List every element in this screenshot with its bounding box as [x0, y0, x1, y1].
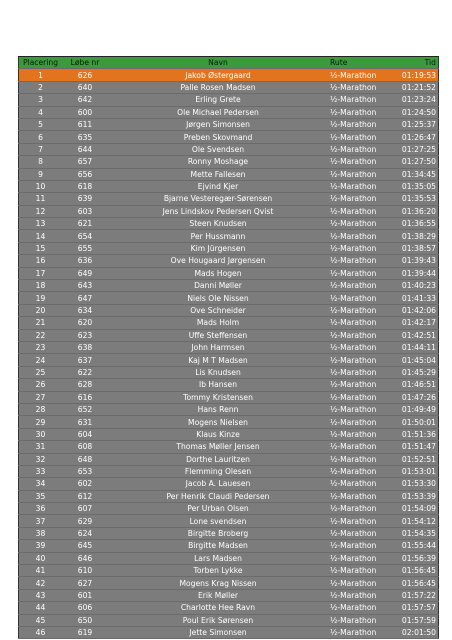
- loebe-nr-cell: 620: [62, 317, 108, 329]
- navn-cell: Erik Møller: [108, 589, 328, 601]
- placering-cell: 43: [19, 589, 63, 601]
- column-header-tid: Tid: [384, 57, 439, 69]
- rute-cell: ½-Marathon: [328, 552, 384, 564]
- tid-cell: 01:26:47: [384, 131, 439, 143]
- table-row: [19, 428, 439, 440]
- table-row: [19, 81, 439, 93]
- table-row: [19, 441, 439, 453]
- navn-cell: Jørgen Simonsen: [108, 118, 328, 130]
- loebe-nr-cell: 650: [62, 614, 108, 626]
- loebe-nr-cell: 652: [62, 403, 108, 415]
- navn-cell: Erling Grete: [108, 94, 328, 106]
- table-row: [19, 403, 439, 415]
- rute-cell: ½-Marathon: [328, 602, 384, 614]
- tid-cell: 01:44:11: [384, 341, 439, 353]
- table-row: [19, 242, 439, 254]
- placering-cell: 27: [19, 391, 63, 403]
- navn-cell: Kaj M T Madsen: [108, 354, 328, 366]
- rute-cell: ½-Marathon: [328, 118, 384, 130]
- header-row: [19, 57, 439, 69]
- tid-cell: 01:56:45: [384, 577, 439, 589]
- placering-cell: 25: [19, 366, 63, 378]
- loebe-nr-cell: 611: [62, 118, 108, 130]
- placering-cell: 28: [19, 403, 63, 415]
- placering-cell: 9: [19, 168, 63, 180]
- tid-cell: 01:42:51: [384, 329, 439, 341]
- table-row: [19, 391, 439, 403]
- placering-cell: 46: [19, 626, 63, 638]
- placering-cell: 11: [19, 193, 63, 205]
- rute-cell: ½-Marathon: [328, 416, 384, 428]
- loebe-nr-cell: 639: [62, 193, 108, 205]
- navn-cell: Ronny Moshage: [108, 156, 328, 168]
- table-row: [19, 626, 439, 638]
- placering-cell: 45: [19, 614, 63, 626]
- navn-cell: Ove Hougaard Jørgensen: [108, 255, 328, 267]
- table-row: [19, 230, 439, 242]
- table-row: [19, 490, 439, 502]
- navn-cell: Uffe Steffensen: [108, 329, 328, 341]
- loebe-nr-cell: 646: [62, 552, 108, 564]
- loebe-nr-cell: 647: [62, 292, 108, 304]
- rute-cell: ½-Marathon: [328, 391, 384, 403]
- navn-cell: Dorthe Lauritzen: [108, 453, 328, 465]
- placering-cell: 36: [19, 503, 63, 515]
- loebe-nr-cell: 636: [62, 255, 108, 267]
- tid-cell: 01:54:35: [384, 527, 439, 539]
- placering-cell: 24: [19, 354, 63, 366]
- tid-cell: 01:24:50: [384, 106, 439, 118]
- placering-cell: 3: [19, 94, 63, 106]
- table-row: [19, 69, 439, 81]
- placering-cell: 14: [19, 230, 63, 242]
- tid-cell: 01:55:44: [384, 540, 439, 552]
- rute-cell: ½-Marathon: [328, 81, 384, 93]
- rute-cell: ½-Marathon: [328, 267, 384, 279]
- placering-cell: 10: [19, 180, 63, 192]
- rute-cell: ½-Marathon: [328, 255, 384, 267]
- tid-cell: 01:21:52: [384, 81, 439, 93]
- table-row: [19, 379, 439, 391]
- placering-cell: 1: [19, 69, 63, 81]
- tid-cell: 01:27:50: [384, 156, 439, 168]
- tid-cell: 01:23:24: [384, 94, 439, 106]
- tid-cell: 01:36:20: [384, 205, 439, 217]
- rute-cell: ½-Marathon: [328, 304, 384, 316]
- rute-cell: ½-Marathon: [328, 317, 384, 329]
- loebe-nr-cell: 648: [62, 453, 108, 465]
- table-row: [19, 416, 439, 428]
- column-header-navn: Navn: [108, 57, 328, 69]
- table-row: [19, 366, 439, 378]
- loebe-nr-cell: 616: [62, 391, 108, 403]
- loebe-nr-cell: 603: [62, 205, 108, 217]
- table-row: [19, 515, 439, 527]
- placering-cell: 21: [19, 317, 63, 329]
- rute-cell: ½-Marathon: [328, 230, 384, 242]
- placering-cell: 16: [19, 255, 63, 267]
- loebe-nr-cell: 628: [62, 379, 108, 391]
- rute-cell: ½-Marathon: [328, 69, 384, 81]
- rute-cell: ½-Marathon: [328, 366, 384, 378]
- tid-cell: 01:36:55: [384, 218, 439, 230]
- tid-cell: 01:56:45: [384, 565, 439, 577]
- tid-cell: 01:39:43: [384, 255, 439, 267]
- tid-cell: 01:53:30: [384, 478, 439, 490]
- navn-cell: Hans Renn: [108, 403, 328, 415]
- tid-cell: 01:54:12: [384, 515, 439, 527]
- navn-cell: Per Urban Olsen: [108, 503, 328, 515]
- table-row: [19, 453, 439, 465]
- placering-cell: 40: [19, 552, 63, 564]
- navn-cell: Palle Rosen Madsen: [108, 81, 328, 93]
- table-row: [19, 255, 439, 267]
- placering-cell: 35: [19, 490, 63, 502]
- placering-cell: 7: [19, 143, 63, 155]
- tid-cell: 01:38:29: [384, 230, 439, 242]
- placering-cell: 5: [19, 118, 63, 130]
- loebe-nr-cell: 638: [62, 341, 108, 353]
- placering-cell: 22: [19, 329, 63, 341]
- rute-cell: ½-Marathon: [328, 329, 384, 341]
- placering-cell: 44: [19, 602, 63, 614]
- loebe-nr-cell: 631: [62, 416, 108, 428]
- navn-cell: Thomas Møller Jensen: [108, 441, 328, 453]
- tid-cell: 01:51:47: [384, 441, 439, 453]
- navn-cell: Charlotte Hee Ravn: [108, 602, 328, 614]
- loebe-nr-cell: 602: [62, 478, 108, 490]
- navn-cell: Birgitte Broberg: [108, 527, 328, 539]
- loebe-nr-cell: 626: [62, 69, 108, 81]
- navn-cell: Torben Lykke: [108, 565, 328, 577]
- navn-cell: Klaus Kinze: [108, 428, 328, 440]
- placering-cell: 33: [19, 465, 63, 477]
- rute-cell: ½-Marathon: [328, 292, 384, 304]
- loebe-nr-cell: 624: [62, 527, 108, 539]
- tid-cell: 01:53:39: [384, 490, 439, 502]
- tid-cell: 01:57:22: [384, 589, 439, 601]
- navn-cell: Ib Hansen: [108, 379, 328, 391]
- tid-cell: 01:42:17: [384, 317, 439, 329]
- tid-cell: 01:34:45: [384, 168, 439, 180]
- table-row: [19, 180, 439, 192]
- loebe-nr-cell: 604: [62, 428, 108, 440]
- table-row: [19, 143, 439, 155]
- navn-cell: Ole Svendsen: [108, 143, 328, 155]
- loebe-nr-cell: 657: [62, 156, 108, 168]
- placering-cell: 34: [19, 478, 63, 490]
- rute-cell: ½-Marathon: [328, 131, 384, 143]
- tid-cell: 01:41:33: [384, 292, 439, 304]
- table-row: [19, 341, 439, 353]
- tid-cell: 01:45:04: [384, 354, 439, 366]
- rute-cell: ½-Marathon: [328, 280, 384, 292]
- loebe-nr-cell: 601: [62, 589, 108, 601]
- placering-cell: 30: [19, 428, 63, 440]
- navn-cell: Mads Holm: [108, 317, 328, 329]
- tid-cell: 01:56:39: [384, 552, 439, 564]
- table-row: [19, 317, 439, 329]
- navn-cell: Kim Jürgensen: [108, 242, 328, 254]
- navn-cell: Mette Fallesen: [108, 168, 328, 180]
- loebe-nr-cell: 653: [62, 465, 108, 477]
- rute-cell: ½-Marathon: [328, 478, 384, 490]
- placering-cell: 20: [19, 304, 63, 316]
- navn-cell: Jette Simonsen: [108, 626, 328, 638]
- placering-cell: 39: [19, 540, 63, 552]
- navn-cell: Jakob Østergaard: [108, 69, 328, 81]
- placering-cell: 2: [19, 81, 63, 93]
- navn-cell: Mogens Krag Nissen: [108, 577, 328, 589]
- table-row: [19, 106, 439, 118]
- tid-cell: 01:39:44: [384, 267, 439, 279]
- tid-cell: 01:35:05: [384, 180, 439, 192]
- loebe-nr-cell: 634: [62, 304, 108, 316]
- table-row: [19, 577, 439, 589]
- placering-cell: 4: [19, 106, 63, 118]
- table-row: [19, 552, 439, 564]
- tid-cell: 01:47:26: [384, 391, 439, 403]
- rute-cell: ½-Marathon: [328, 242, 384, 254]
- rute-cell: ½-Marathon: [328, 589, 384, 601]
- tid-cell: 01:40:23: [384, 280, 439, 292]
- navn-cell: Jens Lindskov Pedersen Qvist: [108, 205, 328, 217]
- table-row: [19, 465, 439, 477]
- tid-cell: 01:38:57: [384, 242, 439, 254]
- rute-cell: ½-Marathon: [328, 577, 384, 589]
- rute-cell: ½-Marathon: [328, 503, 384, 515]
- table-row: [19, 218, 439, 230]
- rute-cell: ½-Marathon: [328, 428, 384, 440]
- table-row: [19, 589, 439, 601]
- rute-cell: ½-Marathon: [328, 626, 384, 638]
- rute-cell: ½-Marathon: [328, 106, 384, 118]
- table-row: [19, 94, 439, 106]
- tid-cell: 01:57:59: [384, 614, 439, 626]
- placering-cell: 42: [19, 577, 63, 589]
- navn-cell: Preben Skovmand: [108, 131, 328, 143]
- tid-cell: 02:01:50: [384, 626, 439, 638]
- tid-cell: 01:35:53: [384, 193, 439, 205]
- loebe-nr-cell: 644: [62, 143, 108, 155]
- navn-cell: Jacob A. Lauesen: [108, 478, 328, 490]
- rute-cell: ½-Marathon: [328, 180, 384, 192]
- tid-cell: 01:57:57: [384, 602, 439, 614]
- placering-cell: 37: [19, 515, 63, 527]
- loebe-nr-cell: 655: [62, 242, 108, 254]
- table-row: [19, 329, 439, 341]
- rute-cell: ½-Marathon: [328, 143, 384, 155]
- rute-cell: ½-Marathon: [328, 193, 384, 205]
- rute-cell: ½-Marathon: [328, 156, 384, 168]
- placering-cell: 12: [19, 205, 63, 217]
- rute-cell: ½-Marathon: [328, 168, 384, 180]
- loebe-nr-cell: 627: [62, 577, 108, 589]
- navn-cell: Danni Møller: [108, 280, 328, 292]
- tid-cell: 01:25:37: [384, 118, 439, 130]
- table-row: [19, 280, 439, 292]
- placering-cell: 23: [19, 341, 63, 353]
- loebe-nr-cell: 637: [62, 354, 108, 366]
- navn-cell: Steen Knudsen: [108, 218, 328, 230]
- table-row: [19, 292, 439, 304]
- placering-cell: 41: [19, 565, 63, 577]
- rute-cell: ½-Marathon: [328, 205, 384, 217]
- tid-cell: 01:53:01: [384, 465, 439, 477]
- tid-cell: 01:51:36: [384, 428, 439, 440]
- placering-cell: 29: [19, 416, 63, 428]
- table-row: [19, 527, 439, 539]
- loebe-nr-cell: 607: [62, 503, 108, 515]
- navn-cell: Flemming Olesen: [108, 465, 328, 477]
- tid-cell: 01:45:29: [384, 366, 439, 378]
- rute-cell: ½-Marathon: [328, 218, 384, 230]
- navn-cell: Ove Schneider: [108, 304, 328, 316]
- rute-cell: ½-Marathon: [328, 465, 384, 477]
- rute-cell: ½-Marathon: [328, 441, 384, 453]
- navn-cell: John Harmsen: [108, 341, 328, 353]
- column-header-rute: Rute: [328, 57, 384, 69]
- loebe-nr-cell: 645: [62, 540, 108, 552]
- tid-cell: 01:49:49: [384, 403, 439, 415]
- placering-cell: 13: [19, 218, 63, 230]
- table-row: [19, 193, 439, 205]
- loebe-nr-cell: 642: [62, 94, 108, 106]
- table-row: [19, 503, 439, 515]
- table-row: [19, 304, 439, 316]
- rute-cell: ½-Marathon: [328, 453, 384, 465]
- rute-cell: ½-Marathon: [328, 341, 384, 353]
- table-row: [19, 205, 439, 217]
- placering-cell: 17: [19, 267, 63, 279]
- navn-cell: Mogens Nielsen: [108, 416, 328, 428]
- column-header-placering: Placering: [19, 57, 63, 69]
- loebe-nr-cell: 619: [62, 626, 108, 638]
- placering-cell: 15: [19, 242, 63, 254]
- loebe-nr-cell: 640: [62, 81, 108, 93]
- navn-cell: Per Hussmann: [108, 230, 328, 242]
- rute-cell: ½-Marathon: [328, 565, 384, 577]
- column-header-loebe-nr: Løbe nr: [62, 57, 108, 69]
- rute-cell: ½-Marathon: [328, 490, 384, 502]
- navn-cell: Lone svendsen: [108, 515, 328, 527]
- loebe-nr-cell: 600: [62, 106, 108, 118]
- rute-cell: ½-Marathon: [328, 354, 384, 366]
- loebe-nr-cell: 635: [62, 131, 108, 143]
- loebe-nr-cell: 610: [62, 565, 108, 577]
- navn-cell: Per Henrik Claudi Pedersen: [108, 490, 328, 502]
- tid-cell: 01:50:01: [384, 416, 439, 428]
- table-row: [19, 156, 439, 168]
- navn-cell: Poul Erik Sørensen: [108, 614, 328, 626]
- placering-cell: 31: [19, 441, 63, 453]
- tid-cell: 01:42:06: [384, 304, 439, 316]
- table-row: [19, 131, 439, 143]
- loebe-nr-cell: 649: [62, 267, 108, 279]
- loebe-nr-cell: 612: [62, 490, 108, 502]
- loebe-nr-cell: 621: [62, 218, 108, 230]
- tid-cell: 01:27:25: [384, 143, 439, 155]
- loebe-nr-cell: 622: [62, 366, 108, 378]
- tid-cell: 01:46:51: [384, 379, 439, 391]
- navn-cell: Lars Madsen: [108, 552, 328, 564]
- navn-cell: Niels Ole Nissen: [108, 292, 328, 304]
- tid-cell: 01:19:53: [384, 69, 439, 81]
- navn-cell: Tommy Kristensen: [108, 391, 328, 403]
- placering-cell: 18: [19, 280, 63, 292]
- placering-cell: 8: [19, 156, 63, 168]
- rute-cell: ½-Marathon: [328, 94, 384, 106]
- tid-cell: 01:54:09: [384, 503, 439, 515]
- placering-cell: 26: [19, 379, 63, 391]
- loebe-nr-cell: 608: [62, 441, 108, 453]
- loebe-nr-cell: 654: [62, 230, 108, 242]
- navn-cell: Bjarne Vesteregær-Sørensen: [108, 193, 328, 205]
- table-row: [19, 565, 439, 577]
- navn-cell: Lis Knudsen: [108, 366, 328, 378]
- rute-cell: ½-Marathon: [328, 540, 384, 552]
- navn-cell: Mads Hogen: [108, 267, 328, 279]
- loebe-nr-cell: 623: [62, 329, 108, 341]
- loebe-nr-cell: 643: [62, 280, 108, 292]
- table-row: [19, 478, 439, 490]
- table-row: [19, 540, 439, 552]
- loebe-nr-cell: 656: [62, 168, 108, 180]
- rute-cell: ½-Marathon: [328, 527, 384, 539]
- navn-cell: Ejvind Kjer: [108, 180, 328, 192]
- table-row: [19, 267, 439, 279]
- rute-cell: ½-Marathon: [328, 379, 384, 391]
- placering-cell: 32: [19, 453, 63, 465]
- results-body: [19, 69, 439, 639]
- results-table: [18, 56, 439, 639]
- placering-cell: 38: [19, 527, 63, 539]
- placering-cell: 19: [19, 292, 63, 304]
- table-row: [19, 614, 439, 626]
- loebe-nr-cell: 618: [62, 180, 108, 192]
- loebe-nr-cell: 606: [62, 602, 108, 614]
- table-row: [19, 354, 439, 366]
- table-row: [19, 168, 439, 180]
- tid-cell: 01:52:51: [384, 453, 439, 465]
- rute-cell: ½-Marathon: [328, 403, 384, 415]
- rute-cell: ½-Marathon: [328, 515, 384, 527]
- table-row: [19, 118, 439, 130]
- placering-cell: 6: [19, 131, 63, 143]
- navn-cell: Ole Michael Pedersen: [108, 106, 328, 118]
- rute-cell: ½-Marathon: [328, 614, 384, 626]
- table-row: [19, 602, 439, 614]
- loebe-nr-cell: 629: [62, 515, 108, 527]
- navn-cell: Birgitte Madsen: [108, 540, 328, 552]
